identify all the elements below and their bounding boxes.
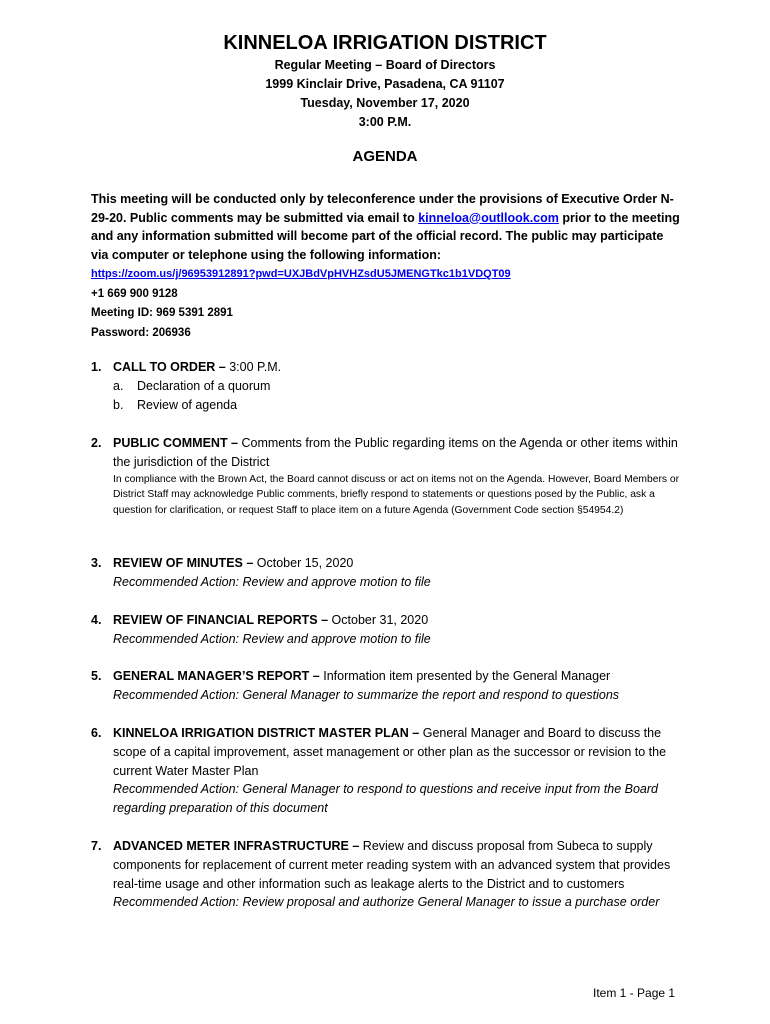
item-text: October 31, 2020 bbox=[328, 613, 429, 627]
agenda-heading: AGENDA bbox=[352, 148, 418, 165]
item-text: Information item presented by the General Manager bbox=[319, 669, 611, 683]
recommended-action: Recommended Action: General Manager to summarize the report and respond to questions bbox=[113, 687, 620, 702]
agenda-item-2 bbox=[91, 434, 691, 518]
sub-item-b bbox=[113, 396, 691, 415]
district-title: KINNELOA IRRIGATION DISTRICT bbox=[223, 32, 547, 54]
agenda-item-3 bbox=[91, 554, 691, 592]
item-number: 6. bbox=[91, 726, 102, 740]
page-footer: Item 1 - Page 1 bbox=[593, 986, 676, 1000]
intro-paragraph bbox=[91, 190, 681, 342]
item-label: CALL TO ORDER – bbox=[113, 360, 226, 374]
agenda-item-5 bbox=[91, 667, 691, 705]
item-label: REVIEW OF FINANCIAL REPORTS – bbox=[113, 613, 329, 627]
item-text: General Manager and Board to discuss the scope of a capital improvement, asset management or other plan as the successor or revision to the current Water Master Plan bbox=[113, 726, 667, 778]
item-text: October 15, 2020 bbox=[253, 556, 354, 570]
agenda-item-7 bbox=[91, 837, 691, 912]
meeting-id: Meeting ID: 969 5391 2891 bbox=[91, 307, 233, 319]
sub-item-a bbox=[113, 377, 691, 396]
item-number: 1. bbox=[91, 360, 102, 374]
item-label: KINNELOA IRRIGATION DISTRICT MASTER PLAN – bbox=[113, 726, 420, 740]
item-number: 2. bbox=[91, 436, 102, 450]
item-text: Comments from the Public regarding items on the Agenda or other items within the jurisdiction of the District bbox=[113, 436, 678, 469]
sub-letter: a. bbox=[113, 378, 124, 393]
item-number: 7. bbox=[91, 839, 102, 853]
sub-text: Review of agenda bbox=[137, 397, 238, 412]
item-label: GENERAL MANAGER’S REPORT – bbox=[113, 669, 320, 683]
item-label: ADVANCED METER INFRASTRUCTURE – bbox=[113, 839, 360, 853]
item-text: Review and discuss proposal from Subeca to supply components for replacement of current meter reading system with an advanced system that provides real-time usage and other information such as leakage alerts to the District and to customers bbox=[113, 839, 671, 891]
item-label: PUBLIC COMMENT – bbox=[113, 436, 238, 450]
meeting-type: Regular Meeting – Board of Directors bbox=[274, 58, 496, 72]
email-link[interactable]: kinneloa@outllook.com bbox=[418, 210, 559, 225]
zoom-link[interactable]: https://zoom.us/j/96953912891?pwd=UXJBdVpHVHZsdU5JMENGTkc1b1VDQT09 bbox=[91, 268, 511, 280]
meeting-date: Tuesday, November 17, 2020 bbox=[300, 96, 470, 110]
item-text: 3:00 P.M. bbox=[225, 360, 282, 374]
phone-number: +1 669 900 9128 bbox=[91, 287, 178, 300]
item-label: REVIEW OF MINUTES – bbox=[113, 556, 254, 570]
intro-text-1: This meeting will be conducted only by teleconference under the provisions of Executive Order N-29-20. Public comments may be submitted via email to bbox=[91, 192, 674, 225]
agenda-item-1 bbox=[91, 358, 691, 414]
agenda-item-6 bbox=[91, 724, 691, 818]
sub-text: Declaration of a quorum bbox=[137, 378, 271, 393]
meeting-address: 1999 Kinclair Drive, Pasadena, CA 91107 bbox=[265, 77, 505, 91]
brown-act-note: In compliance with the Brown Act, the Board cannot discuss or act on items not on the Agenda. However, Board Members or District Staff may acknowledge Public comments, briefly respond to statements or questions posed by the Public, ask a question for clarification, or request Staff to place item on a future Agenda (Government Code section §54954.2) bbox=[113, 473, 680, 516]
recommended-action: Recommended Action: Review proposal and authorize General Manager to issue a purchase order bbox=[113, 895, 660, 910]
sub-letter: b. bbox=[113, 397, 124, 412]
meeting-time: 3:00 P.M. bbox=[358, 115, 412, 129]
agenda-item-4 bbox=[91, 611, 691, 649]
item-number: 3. bbox=[91, 556, 102, 570]
item-number: 5. bbox=[91, 669, 102, 683]
recommended-action: Recommended Action: Review and approve motion to file bbox=[113, 574, 431, 589]
recommended-action: Recommended Action: General Manager to respond to questions and receive input from the Board regarding preparation of this document bbox=[113, 782, 658, 816]
meeting-password: Password: 206936 bbox=[91, 326, 191, 339]
recommended-action: Recommended Action: Review and approve motion to file bbox=[113, 631, 431, 646]
intro-text-2: prior to the meeting and any information submitted will become part of the official record. The public may participate via computer or telephone using the following information: bbox=[91, 210, 680, 262]
item-number: 4. bbox=[91, 613, 102, 627]
